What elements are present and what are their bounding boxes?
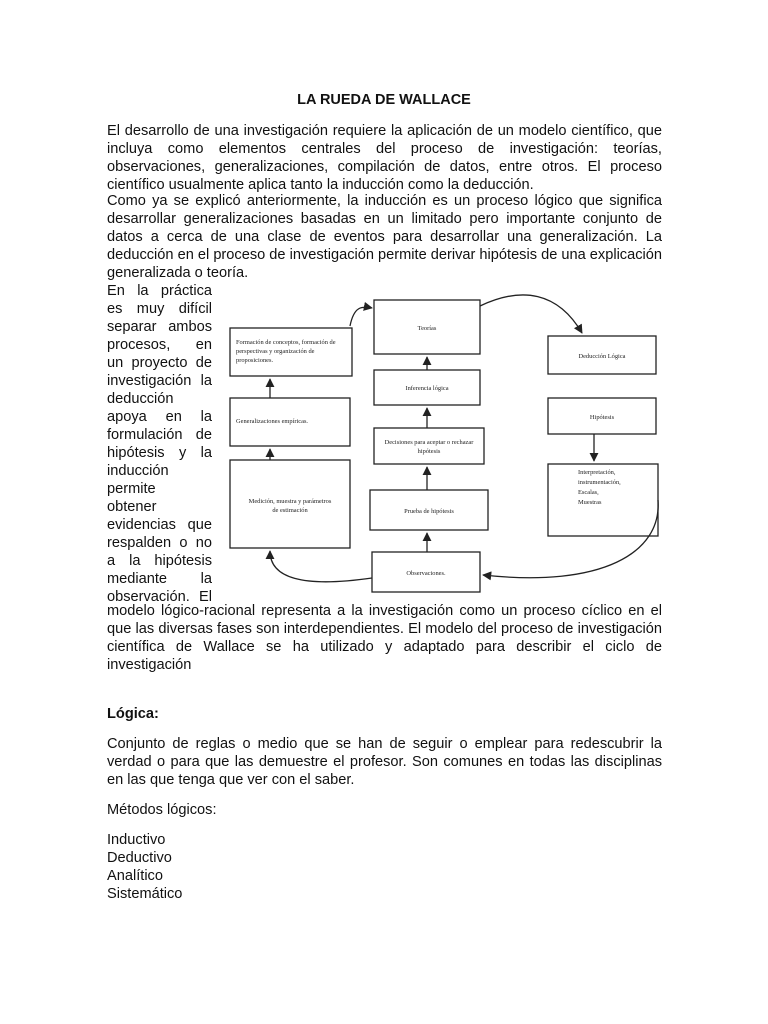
wrap-line: permite: [107, 481, 156, 497]
label-generalizaciones: Generalizaciones empíricas.: [236, 418, 309, 425]
wrap-line: separar ambos: [107, 319, 212, 335]
paragraph-induction: Como ya se explicó anteriormente, la inducción es un proceso lógico que significa desarrollar generalizaciones basadas en un limitado pero importante conjunto de datos a cerca de una clase de eventos para desarrollar una generalización. La deducción en el proceso de investigación permite derivar hipótesis de una explicación generalizada o teoría.: [107, 193, 662, 281]
label-interpretacion: Interpretación,: [578, 469, 616, 476]
label-inferencia: Inferencia lógica: [405, 385, 449, 392]
label-formacion: perspectivas y organización de: [236, 348, 315, 355]
list-item: Analítico: [107, 868, 163, 884]
wrap-line: investigación la: [107, 373, 212, 389]
paragraph-intro: El desarrollo de una investigación requiere la aplicación de un modelo científico, que incluya como elementos centrales del proceso de investigación: teorías, observaciones, generalizaciones, compilación de datos, entre otros. El proceso científico usualmente aplica tanto la inducción como la deducción.: [107, 123, 662, 193]
wrap-line: mediante la: [107, 571, 212, 587]
wallace-wheel-diagram: [222, 288, 670, 600]
wrap-line: formulación de: [107, 427, 212, 443]
label-interpretacion: Muestras: [578, 499, 602, 506]
document-title: LA RUEDA DE WALLACE: [297, 92, 471, 108]
wrap-line: es muy difícil: [107, 301, 212, 317]
label-medicion: Medición, muestra y parámetros: [248, 498, 332, 505]
wrap-line: En la práctica: [107, 283, 212, 299]
wrap-line: observación. El: [107, 589, 212, 605]
wrap-line: deducción: [107, 391, 174, 407]
wrap-line: a la hipótesis: [107, 553, 212, 569]
wrap-line: inducción: [107, 463, 169, 479]
wrap-line: respalden o no: [107, 535, 212, 551]
label-deduccion: Deducción Lógica: [578, 353, 626, 360]
label-formacion: proposiciones.: [236, 357, 274, 364]
wrap-line: un proyecto de: [107, 355, 212, 371]
label-formacion: Formación de conceptos, formación de: [236, 339, 336, 346]
label-interpretacion: instrumentación,: [578, 479, 621, 486]
label-medicion: de estimación: [272, 507, 308, 514]
wrap-line: evidencias que: [107, 517, 212, 533]
wrap-line: obtener: [107, 499, 157, 515]
label-observaciones: Observaciones.: [406, 570, 446, 577]
methods-title: Métodos lógicos:: [107, 802, 217, 818]
wrap-line: procesos, en: [107, 337, 212, 353]
label-teorias: Teorías: [417, 325, 437, 332]
box-decisiones: [374, 428, 484, 464]
label-decisiones: hipótesis: [417, 448, 441, 455]
list-item: Sistemático: [107, 886, 183, 902]
label-interpretacion: Escalas,: [578, 489, 599, 496]
logica-heading: Lógica:: [107, 706, 159, 722]
wrap-line: hipótesis y la: [107, 445, 212, 461]
paragraph-cycle: modelo lógico-racional representa a la investigación como un proceso cíclico en el que las diversas fases son interdependientes. El modelo del proceso de investigación científica de Wallace se ha utilizado y adaptado para describir el ciclo de investigación: [107, 603, 662, 673]
label-decisiones: Decisiones para aceptar o rechazar: [384, 439, 474, 446]
paragraph-logica: Conjunto de reglas o medio que se han de seguir o emplear para redescubrir la verdad o para que las demuestre el profesor. Son comunes en todas las disciplinas en las que tenga que ver con el saber.: [107, 736, 662, 788]
list-item: Inductivo: [107, 832, 166, 848]
label-prueba: Prueba de hipótesis: [404, 508, 454, 515]
methods-list: [107, 831, 182, 903]
label-hipotesis: Hipótesis: [589, 414, 615, 421]
list-item: Deductivo: [107, 850, 172, 866]
wrapped-text-column: [107, 282, 212, 606]
wrap-line: apoya en la: [107, 409, 212, 425]
